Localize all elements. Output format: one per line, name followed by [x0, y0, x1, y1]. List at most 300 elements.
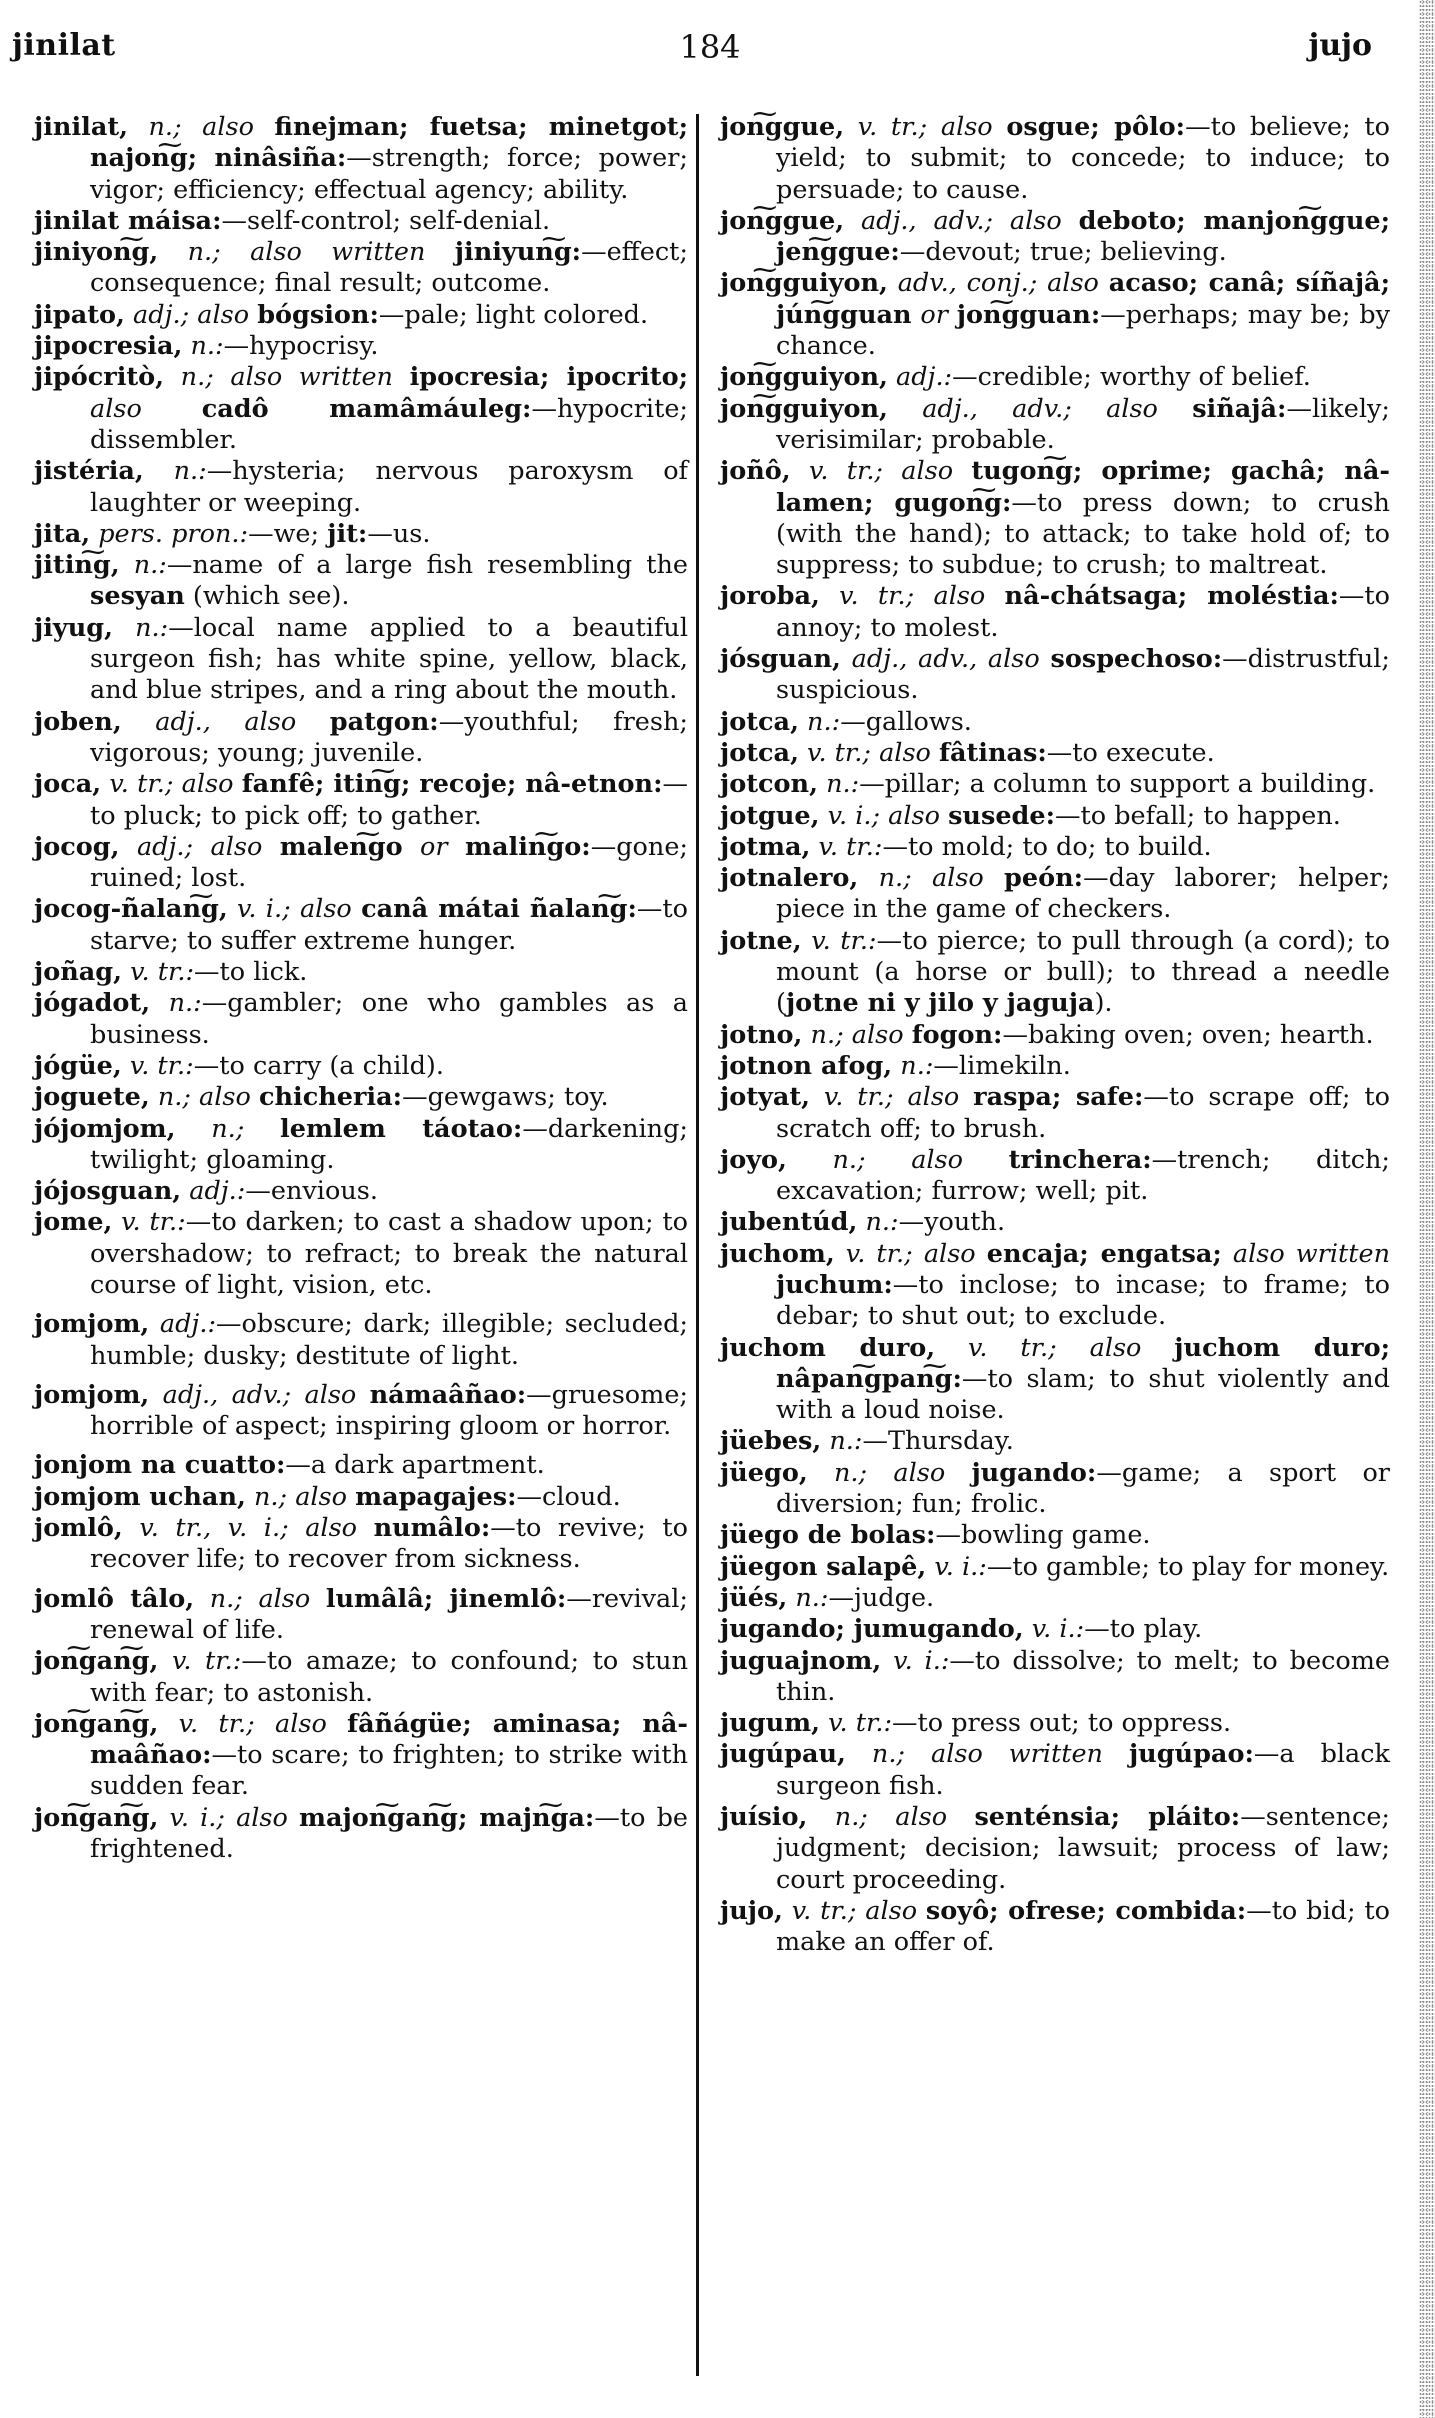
dictionary-entry [34, 1082, 688, 1113]
definition-text: —gone; ruined; lost. [90, 831, 688, 894]
headword: joca, [34, 769, 102, 800]
headword: jógadot, [34, 988, 151, 1019]
definition-text: —to revive; to recover life; to recover from sickness. [90, 1513, 688, 1575]
grammar-label: adj., also [121, 706, 330, 737]
definition-text: —bowling game. [935, 1520, 1151, 1551]
dictionary-entry [34, 988, 688, 1051]
grammar-label: or [402, 831, 466, 862]
definition-text: —to mold; to do; to build. [882, 831, 1212, 862]
headword: joguete, [34, 1082, 150, 1113]
definition-text: ). [1094, 988, 1113, 1019]
headword: jon͠ggue, [720, 205, 845, 236]
grammar-label: v. i.: [881, 1645, 950, 1676]
headword: jon͠gan͠g, [34, 1646, 159, 1677]
headword: jita, [34, 518, 91, 549]
dictionary-entry [720, 1239, 1390, 1333]
grammar-label: v. tr.; also [101, 769, 242, 800]
definition-text: —to bid; to make an offer of. [776, 1895, 1390, 1958]
definition-text: —trench; ditch; excavation; furrow; well; pit. [776, 1144, 1391, 1207]
variant-term: acaso; canâ; síñajâ; jún͠gguan [776, 268, 1390, 330]
grammar-label: n.: [892, 1050, 934, 1081]
definition-text: —devout; true; believing. [899, 237, 1227, 268]
grammar-label: v. tr.; also [798, 737, 939, 768]
headword: jomlô tâlo, [34, 1583, 195, 1614]
grammar-label: n.; also [194, 1583, 326, 1614]
variant-term: deboto; manjon͠ggue; jen͠ggue: [776, 205, 1390, 268]
headword: joñô, [720, 456, 791, 487]
definition-text: —credible; worthy of belief. [952, 362, 1311, 393]
grammar-label: v. i.; also [227, 894, 362, 925]
grammar-label: n.; also [245, 1481, 356, 1512]
headword: jotyat, [720, 1082, 811, 1113]
grammar-label: n.: [112, 612, 169, 643]
definition-text: —to starve; to suffer extreme hunger. [90, 894, 689, 956]
grammar-label: adj.: [887, 362, 953, 393]
definition-text: —gewgaws; toy. [402, 1082, 609, 1113]
definition-text: —game; a sport or diversion; fun; frolic. [776, 1457, 1390, 1520]
grammar-label: v. tr.; also [844, 112, 1007, 142]
dictionary-entry [720, 738, 1390, 769]
dictionary-entry [34, 957, 688, 988]
grammar-label: n.; also [149, 1082, 259, 1113]
headword: jójomjom, [34, 1113, 176, 1144]
definition-text: —pillar; a column to support a building. [859, 769, 1376, 800]
scan-edge-noise [1419, 0, 1435, 2418]
dictionary-entry [720, 1458, 1390, 1521]
dictionary-entry [720, 1145, 1390, 1208]
definition-text: —gambler; one who gambles as a business. [90, 988, 688, 1050]
variant-term: encaja; engatsa; [986, 1238, 1222, 1269]
headword: jüebes, [720, 1426, 822, 1457]
dictionary-entry [34, 331, 688, 362]
definition-text: —to amaze; to confound; to stun with fear; to astonish. [90, 1646, 688, 1708]
variant-term: numâlo: [373, 1513, 491, 1544]
variant-term: patgon: [329, 706, 439, 737]
variant-term: senténsia; pláito: [974, 1802, 1241, 1833]
variant-term: bógsion: [257, 299, 379, 330]
definition-text: —sentence; judgment; decision; lawsuit; process of law; court proceeding. [776, 1802, 1391, 1895]
grammar-label: also written [1221, 1238, 1390, 1269]
dictionary-entry [34, 832, 688, 895]
variant-term: lumâlâ; jinemlô: [325, 1583, 567, 1614]
definition-text: —to press out; to oppress. [892, 1708, 1232, 1739]
dictionary-entry [720, 1896, 1390, 1959]
definition-text: —gruesome; horrible of aspect; inspiring gloom or horror. [90, 1379, 688, 1442]
headword: jotnon afog, [720, 1050, 893, 1081]
definition-text: —to carry (a child). [193, 1050, 444, 1081]
grammar-label: v. i.; also [158, 1802, 299, 1833]
definition-text: —limekiln. [933, 1050, 1071, 1081]
variant-term: jugando: [971, 1457, 1097, 1488]
headword: juchom duro, [720, 1332, 936, 1363]
headword: jomjom uchan, [34, 1481, 246, 1512]
grammar-label: v. tr.: [112, 1207, 186, 1238]
variant-term: fâñágüe; aminasa; nâ-maâñao: [90, 1708, 688, 1771]
dictionary-entry [720, 1614, 1390, 1645]
headword: jocog-ñalan͠g, [34, 894, 228, 925]
grammar-label: n.; [175, 1113, 281, 1144]
headword: jon͠gan͠g, [34, 1708, 159, 1739]
headword: jomlô, [34, 1513, 123, 1544]
headword: jotne, [720, 925, 802, 956]
dictionary-entry [34, 1114, 688, 1177]
dictionary-entry [720, 362, 1390, 393]
headword: jon͠gan͠g, [34, 1802, 159, 1833]
headword: jipocresia, [34, 331, 183, 362]
definition-text: —pale; light colored. [378, 299, 649, 330]
variant-term: ipocresia; ipocrito; [409, 362, 688, 393]
definition-text: —to press down; to crush (with the hand); to attack; to take hold of; to suppress; to subdue; to crush; to maltreat. [776, 487, 1390, 581]
dictionary-entry [34, 1482, 688, 1513]
variant-term: trinchera: [1008, 1144, 1152, 1175]
grammar-label: v. tr.; also [819, 581, 1005, 612]
headword: jomjom, [34, 1309, 150, 1340]
grammar-label: n.: [798, 706, 841, 737]
grammar-label: n.: [787, 1582, 829, 1613]
dictionary-entry [720, 1426, 1390, 1457]
grammar-label: n.: [143, 456, 207, 487]
dictionary-entry [720, 112, 1390, 206]
dictionary-entry [720, 581, 1390, 644]
definition-text: —obscure; dark; illegible; secluded; humble; dusky; destitute of light. [90, 1309, 688, 1371]
dictionary-entry [34, 613, 688, 707]
headword: joyo, [720, 1144, 787, 1175]
grammar-label: v. tr.; also [158, 1708, 348, 1739]
dictionary-entry [34, 769, 688, 832]
headword: jon͠ggue, [720, 112, 845, 142]
headword: juchom, [720, 1238, 835, 1269]
definition-text: —Thursday. [862, 1426, 1014, 1457]
definition-text: —to dissolve; to melt; to become thin. [776, 1645, 1390, 1707]
headword: jipato, [34, 299, 125, 330]
definition-text: —a dark apartment. [285, 1450, 545, 1481]
definition-text: —cloud. [516, 1481, 621, 1512]
grammar-label: n.; also [807, 1802, 975, 1833]
dictionary-entry [720, 707, 1390, 738]
headword: jüés, [720, 1582, 788, 1613]
variant-term: raspa; safe: [973, 1082, 1144, 1113]
column-divider [696, 114, 699, 2376]
grammar-label: adj.; also [124, 299, 258, 330]
definition-text: —to execute. [1046, 737, 1215, 768]
dictionary-entry [720, 206, 1390, 269]
variant-term: jotne ni y jilo y jaguja [785, 988, 1095, 1019]
definition-text: —youth. [898, 1207, 1006, 1238]
variant-term: siñajâ: [1192, 393, 1287, 424]
variant-term: fanfê; itin͠g; recoje; nâ-etnon: [241, 769, 663, 800]
dictionary-entry [34, 1380, 688, 1443]
variant-term: nâ-chátsaga; moléstia: [1004, 581, 1339, 612]
definition-text: —to annoy; to molest. [776, 581, 1390, 643]
headword: jon͠gguiyon, [720, 362, 888, 393]
headword: jotnalero, [720, 863, 859, 894]
dictionary-entry [34, 894, 688, 957]
headword: jistéria, [34, 456, 144, 487]
variant-term: cadô mamâmáuleg: [201, 393, 532, 424]
headword: jotca, [720, 706, 799, 737]
definition-text: —to lick. [194, 957, 308, 988]
grammar-label: v. tr.; also [790, 456, 972, 487]
dictionary-entry [720, 1552, 1390, 1583]
variant-term: soyô; ofrese; combida: [925, 1895, 1247, 1926]
grammar-label: n.: [150, 988, 202, 1019]
headword: jüegon salapê, [720, 1551, 927, 1582]
dictionary-entry [720, 769, 1390, 800]
headword: jotca, [720, 737, 799, 768]
dictionary-entry [34, 1051, 688, 1082]
dictionary-entry [34, 300, 688, 331]
grammar-label: v. tr.: [801, 925, 877, 956]
dictionary-entry [720, 644, 1390, 707]
definition-text: —hysteria; nervous paroxysm of laughter or weeping. [90, 456, 688, 518]
variant-term: majon͠gan͠g; majn͠ga: [299, 1802, 595, 1833]
dictionary-entry [34, 1309, 688, 1372]
grammar-label: or [911, 299, 957, 330]
variant-term: malen͠go [279, 831, 403, 862]
headword: jipócritò, [34, 362, 165, 393]
variant-term: jiniyun͠g: [454, 237, 582, 268]
page-header [0, 24, 1420, 74]
definition-text: —youthful; fresh; vigorous; young; juvenile. [90, 706, 688, 768]
definition-text: —to gamble; to play for money. [986, 1551, 1390, 1582]
definition-text: —darkening; twilight; gloaming. [90, 1113, 688, 1175]
grammar-label: n.; also [802, 1019, 912, 1050]
grammar-label: v. tr.; also [782, 1895, 926, 1926]
headword: jon͠gguiyon, [720, 268, 888, 299]
dictionary-entry [720, 1051, 1390, 1082]
variant-term: juchom duro; nâpan͠gpan͠g: [776, 1332, 1390, 1394]
definition-text: —to darken; to cast a shadow upon; to overshadow; to refract; to break the natural course of light, vision, etc. [90, 1207, 688, 1300]
definition-text: —we; [248, 518, 328, 549]
variant-term: námaâñao: [369, 1379, 527, 1410]
grammar-label: v. tr.: [820, 1708, 893, 1739]
dictionary-entry [34, 1646, 688, 1709]
definition-text: —hypocrisy. [223, 331, 379, 362]
definition-text: —self-control; self-denial. [221, 205, 551, 236]
grammar-label: also [90, 393, 202, 424]
dictionary-entry [720, 1207, 1390, 1238]
dictionary-entry [34, 1450, 688, 1481]
headword: jiyug, [34, 612, 113, 643]
dictionary-entry [720, 1520, 1390, 1551]
variant-term: sospechoso: [1050, 644, 1223, 675]
headword: juísio, [720, 1802, 808, 1833]
variant-term: juchum: [776, 1269, 893, 1300]
headword: joben, [34, 706, 122, 737]
dictionary-entry [34, 519, 688, 550]
dictionary-entry [720, 801, 1390, 832]
grammar-label: v. tr.; also [834, 1238, 987, 1269]
definition-text: —a black surgeon fish. [776, 1739, 1390, 1801]
headword: jomjom, [34, 1379, 150, 1410]
headword: jugum, [720, 1708, 820, 1739]
definition-text: —to scare; to frighten; to strike with sudden fear. [90, 1740, 688, 1802]
dictionary-entry [34, 1176, 688, 1207]
grammar-label: adj., adv.; also [149, 1379, 370, 1410]
definition-text: —to slam; to shut violently and with a loud noise. [776, 1363, 1390, 1426]
definition-text: —revival; renewal of life. [90, 1583, 689, 1645]
right-guide-word: jujo [1308, 28, 1372, 63]
dictionary-entry [720, 1739, 1390, 1802]
dictionary-entry [34, 112, 688, 206]
dictionary-entry [34, 1803, 688, 1866]
grammar-label: n.: [857, 1207, 899, 1238]
grammar-label: pers. pron.: [90, 518, 249, 549]
grammar-label: v. tr., v. i.; also [122, 1513, 374, 1544]
definition-text: (which see). [184, 581, 350, 612]
headword: jotgue, [720, 800, 820, 831]
grammar-label: v. tr.: [810, 831, 883, 862]
definition-text: —distrustful; suspicious. [776, 644, 1390, 706]
definition-text: —envious. [245, 1176, 378, 1207]
variant-term: osgue; pôlo: [1006, 112, 1186, 142]
definition-text: —local name applied to a beautiful surgeon fish; has white spine, yellow, black, and blue stripes, and a ring about the mouth. [90, 612, 688, 706]
variant-term: susede: [948, 800, 1056, 831]
grammar-label: adj.; also [119, 831, 280, 862]
variant-term: fâtinas: [939, 737, 1047, 768]
grammar-label: v. tr.; also [810, 1082, 974, 1113]
definition-text: —hypocrite; dissembler. [90, 393, 688, 455]
dictionary-entry [720, 832, 1390, 863]
dictionary-entry [34, 550, 688, 613]
variant-term: fogon: [911, 1019, 1003, 1050]
variant-term: jugúpao: [1128, 1739, 1254, 1770]
dictionary-entry [720, 1708, 1390, 1739]
headword: jógüe, [34, 1050, 122, 1081]
definition-text: —to play. [1084, 1614, 1203, 1645]
variant-term: tugon͠g; oprime; gachâ; nâ-lamen; gugon͠g: [776, 456, 1390, 518]
dictionary-entry [720, 1333, 1390, 1427]
headword: juguajnom, [720, 1645, 882, 1676]
headword: jotma, [720, 831, 811, 862]
headword: jinilat, [34, 112, 129, 142]
headword: jüego de bolas: [720, 1520, 936, 1551]
dictionary-entry [34, 456, 688, 519]
grammar-label: adj., adv.; also [844, 205, 1079, 236]
variant-term: lemlem táotao: [280, 1113, 523, 1144]
grammar-label: v. tr.: [122, 957, 195, 988]
dictionary-entry [720, 1082, 1390, 1145]
dictionary-entry [720, 1802, 1390, 1896]
definition-text: —gallows. [840, 706, 972, 737]
definition-text: —effect; consequence; final result; outcome. [90, 237, 688, 299]
dictionary-entry [34, 1513, 688, 1576]
grammar-label: n.; also [807, 1457, 972, 1488]
grammar-label: v. tr.: [121, 1050, 194, 1081]
definition-text: —to pierce; to pull through (a cord); to mount (a horse or bull); to thread a needle ( [776, 925, 1390, 1019]
grammar-label: n.; also written [845, 1739, 1129, 1770]
headword: jójosguan, [34, 1176, 182, 1207]
grammar-label: adv., conj.; also [887, 268, 1109, 299]
dictionary-entry [720, 456, 1390, 581]
variant-term: mapagajes: [355, 1481, 517, 1512]
dictionary-entry [720, 926, 1390, 1020]
dictionary-entry [34, 1207, 688, 1301]
variant-term: canâ mátai ñalan͠g: [361, 894, 637, 925]
grammar-label: adj.: [181, 1176, 246, 1207]
headword: jugúpau, [720, 1739, 846, 1770]
definition-text: —to befall; to happen. [1055, 800, 1341, 831]
dictionary-entry [720, 394, 1390, 457]
definition-text: —strength; force; power; vigor; efficiency; effectual agency; ability. [90, 143, 688, 205]
definition-text: —day laborer; helper; piece in the game of checkers. [776, 863, 1390, 925]
headword: jotno, [720, 1019, 803, 1050]
variant-term: malin͠go: [465, 831, 591, 862]
definition-text: —name of a large fish resembling the [166, 550, 688, 581]
headword: jósguan, [720, 644, 841, 675]
grammar-label: n.: [821, 1426, 863, 1457]
grammar-label: n.: [182, 331, 224, 362]
dictionary-entry [34, 1584, 688, 1647]
variant-term: sesyan [90, 581, 185, 612]
grammar-label: v. i.: [926, 1551, 987, 1582]
grammar-label: n.: [817, 769, 860, 800]
grammar-label: n.; also [858, 863, 1005, 894]
definition-text: —us. [367, 518, 431, 549]
left-column [34, 112, 688, 1865]
variant-term: jon͠gguan: [956, 299, 1101, 330]
headword: joroba, [720, 581, 820, 612]
definition-text: —baking oven; oven; hearth. [1002, 1019, 1374, 1050]
right-column [720, 112, 1390, 1959]
grammar-label: v. i.: [1023, 1614, 1085, 1645]
grammar-label: n.: [119, 550, 167, 581]
variant-term: chicheria: [258, 1082, 403, 1113]
grammar-label: adj.: [149, 1309, 217, 1340]
headword: jocog, [34, 831, 120, 862]
page-number: 184 [679, 28, 741, 66]
grammar-label: adj., adv., also [840, 644, 1051, 675]
definition-text: —to pluck; to pick off; to gather. [90, 769, 688, 831]
grammar-label: n.; also [128, 112, 275, 142]
dictionary-entry [720, 1020, 1390, 1051]
definition-text: —perhaps; may be; by chance. [776, 299, 1390, 362]
dictionary-entry [34, 362, 688, 456]
definition-text: —judge. [828, 1582, 935, 1613]
dictionary-entry [720, 1646, 1390, 1709]
variant-term: jit: [327, 518, 368, 549]
variant-term: peón: [1004, 863, 1084, 894]
grammar-label: adj., adv.; also [887, 393, 1193, 424]
headword: jiniyon͠g, [34, 237, 159, 268]
headword: jome, [34, 1207, 113, 1238]
headword: jitin͠g, [34, 550, 120, 581]
grammar-label: v. tr.: [158, 1646, 242, 1677]
headword: jon͠gguiyon, [720, 393, 888, 424]
dictionary-entry [720, 268, 1390, 362]
headword: jubentúd, [720, 1207, 858, 1238]
headword: jüego, [720, 1457, 808, 1488]
headword: jugando; jumugando, [720, 1614, 1024, 1645]
headword: jotcon, [720, 769, 818, 800]
definition-text: —to be frightened. [90, 1802, 688, 1865]
variant-term: finejman; fuetsa; minetgot; najon͠g; ninâsiña: [90, 112, 688, 174]
dictionary-entry [720, 1583, 1390, 1614]
dictionary-entry [34, 1709, 688, 1803]
headword: jujo, [720, 1895, 783, 1926]
grammar-label: n.; also written [164, 362, 410, 393]
headword: jonjom na cuatto: [34, 1450, 286, 1481]
dictionary-entry [34, 237, 688, 300]
grammar-label: n.; also [786, 1144, 1009, 1175]
definition-text: —to believe; to yield; to submit; to concede; to induce; to persuade; to cause. [776, 112, 1390, 205]
left-guide-word: jinilat [12, 28, 116, 63]
definition-text: —to inclose; to incase; to frame; to debar; to shut out; to exclude. [776, 1269, 1390, 1332]
headword: jinilat máisa: [34, 205, 222, 236]
dictionary-entry [34, 707, 688, 770]
grammar-label: v. i.; also [819, 800, 949, 831]
definition-text: —likely; verisimilar; probable. [776, 393, 1390, 455]
